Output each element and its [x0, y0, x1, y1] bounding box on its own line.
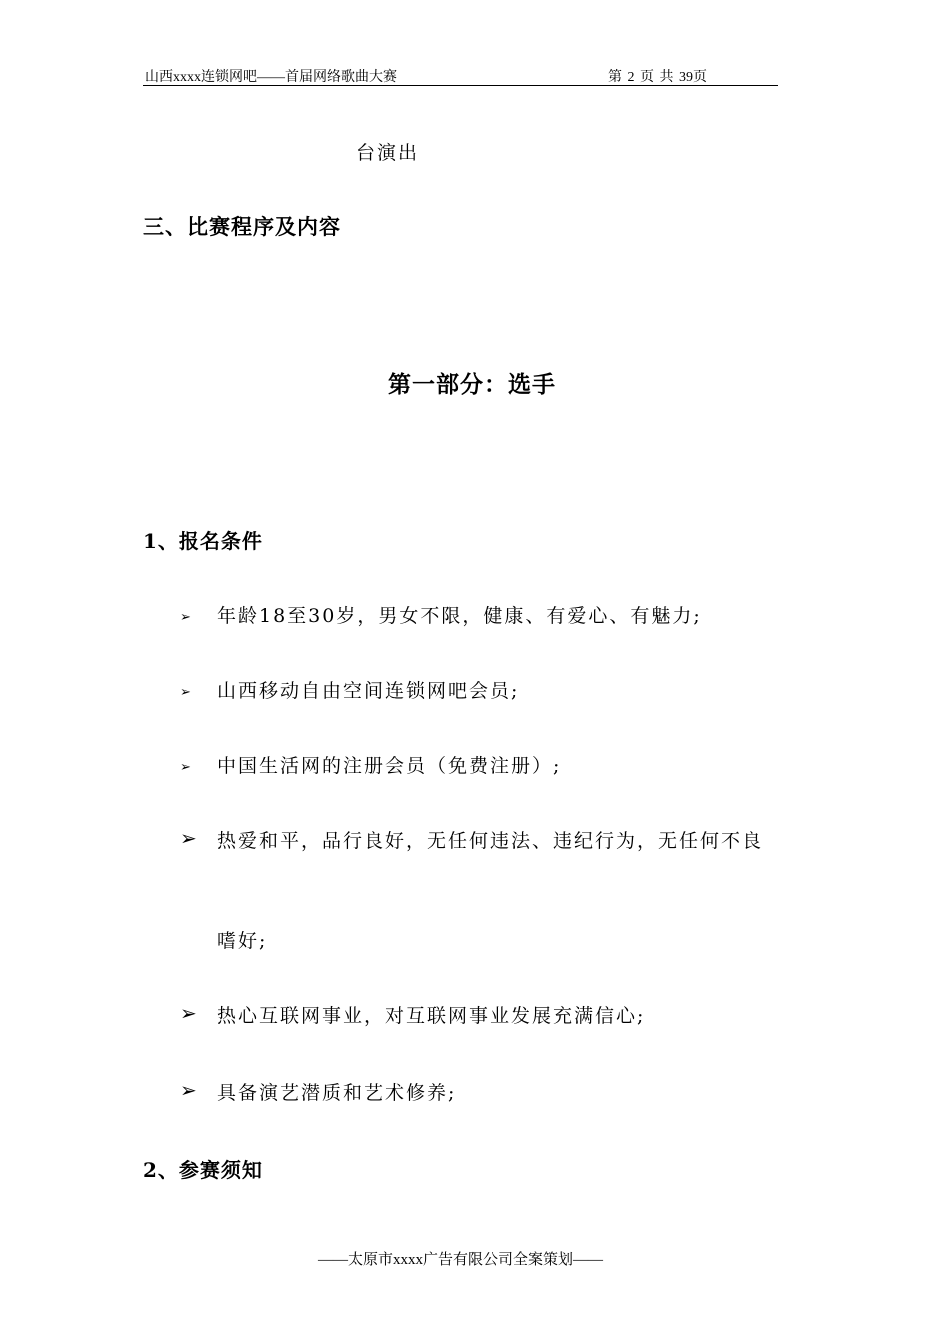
list-item-continuation: 嗜好; [217, 930, 268, 952]
bullet-arrow-icon: ➢ [180, 610, 191, 625]
part-title: 第一部分：选手 [388, 371, 556, 398]
list-item: 热心互联网事业，对互联网事业发展充满信心; [217, 1005, 646, 1027]
list-item: 山西移动自由空间连锁网吧会员; [217, 680, 520, 702]
header-divider [143, 85, 778, 86]
list-item: 热爱和平，品行良好，无任何违法、违纪行为，无任何不良 [217, 830, 764, 852]
bullet-arrow-icon: ➢ [180, 760, 191, 775]
bullet-arrow-icon: ➢ [180, 1001, 197, 1025]
header-title: 山西xxxx连锁网吧——首届网络歌曲大赛 [145, 70, 397, 85]
section-heading: 三、比赛程序及内容 [143, 214, 341, 239]
bullet-arrow-icon: ➢ [180, 826, 197, 850]
list-item: 年龄18至30岁，男女不限，健康、有爱心、有魅力; [217, 605, 702, 627]
continuation-text: 台演出 [356, 142, 420, 164]
list-item: 具备演艺潜质和艺术修养; [217, 1082, 457, 1104]
list-item: 中国生活网的注册会员（免费注册）; [217, 755, 562, 777]
subsection-heading-registration: 1、报名条件 [143, 529, 263, 553]
footer-text: ——太原市xxxx广告有限公司全案策划—— [318, 1252, 604, 1268]
subsection-heading-notice: 2、参赛须知 [143, 1158, 263, 1182]
page-number: 第 2 页 共 39页 [608, 70, 707, 85]
bullet-arrow-icon: ➢ [180, 1078, 197, 1102]
bullet-arrow-icon: ➢ [180, 685, 191, 700]
